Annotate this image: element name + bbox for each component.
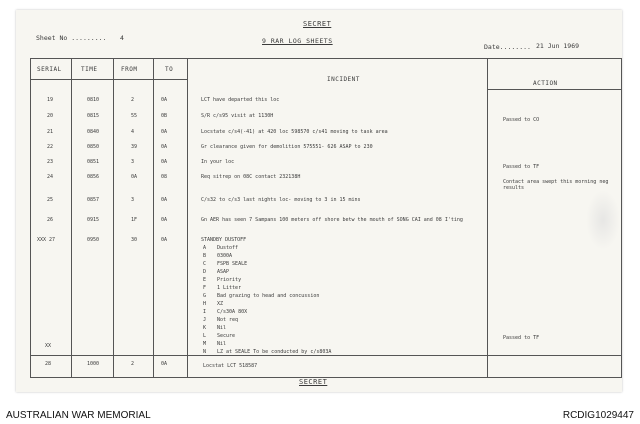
table-cell: I bbox=[203, 309, 207, 315]
table-cell: Gr clearance given for demolition 575551- 626 ASAP to 230 bbox=[201, 144, 373, 150]
table-cell: Req sitrep on 08C contact 232138H bbox=[201, 174, 301, 180]
table-cell: 0A bbox=[161, 97, 168, 103]
col-header-time: TIME bbox=[81, 66, 98, 73]
table-cell: 1F bbox=[131, 217, 138, 223]
table-cell: Bad grazing to head and concussion bbox=[217, 293, 320, 299]
secret-marking-top: SECRET bbox=[303, 20, 332, 28]
table-cell: 21 bbox=[47, 129, 54, 135]
table-cell: FSPB SEALE bbox=[217, 261, 248, 267]
table-cell: J bbox=[203, 317, 207, 323]
table-rule bbox=[487, 89, 621, 90]
table-cell: 30 bbox=[131, 237, 138, 243]
log-title: 9 RAR LOG SHEETS bbox=[262, 37, 333, 45]
table-cell: 0300A bbox=[217, 253, 233, 259]
table-cell: 39 bbox=[131, 144, 138, 150]
col-header-from: FROM bbox=[121, 66, 138, 73]
table-cell: 0850 bbox=[87, 144, 100, 150]
table-cell: 0A bbox=[161, 159, 168, 165]
table-cell: 0857 bbox=[87, 197, 100, 203]
col-header-to: TO bbox=[165, 66, 174, 73]
archive-name: AUSTRALIAN WAR MEMORIAL bbox=[6, 410, 151, 421]
table-cell: XXX 27 bbox=[37, 237, 56, 243]
table-cell: C/s32 to c/s3 last nights loc- moving to 3 in 15 mins bbox=[201, 197, 361, 203]
table-rule bbox=[153, 59, 154, 377]
table-cell: 1 Litter bbox=[217, 285, 242, 291]
table-cell: Secure bbox=[217, 333, 236, 339]
table-cell: C/s30A 80X bbox=[217, 309, 248, 315]
extra-serial: XX bbox=[45, 343, 52, 349]
table-cell: F bbox=[203, 285, 207, 291]
table-cell: 23 bbox=[47, 159, 54, 165]
table-cell: 22 bbox=[47, 144, 54, 150]
date-value: 21 Jun 1969 bbox=[536, 42, 580, 50]
table-cell: 3 bbox=[131, 197, 135, 203]
table-cell: Contact area swept this morning neg results bbox=[503, 179, 609, 191]
table-cell: 08 bbox=[161, 174, 168, 180]
table-cell: LCT have departed this loc bbox=[201, 97, 280, 103]
col-header-incident: INCIDENT bbox=[327, 76, 360, 83]
table-cell: 24 bbox=[47, 174, 54, 180]
table-cell: 0A bbox=[131, 174, 138, 180]
table-cell: D bbox=[203, 269, 207, 275]
table-cell: E bbox=[203, 277, 207, 283]
table-cell: N bbox=[203, 349, 207, 355]
sheet-number-label: Sheet No ......... bbox=[36, 34, 107, 42]
table-cell: 0815 bbox=[87, 113, 100, 119]
table-cell: 0851 bbox=[87, 159, 100, 165]
table-cell: 28 bbox=[45, 361, 52, 367]
table-cell: 19 bbox=[47, 97, 54, 103]
table-cell: M bbox=[203, 341, 207, 347]
table-cell: 0856 bbox=[87, 174, 100, 180]
table-cell: 1000 bbox=[87, 361, 100, 367]
table-cell: 0810 bbox=[87, 97, 100, 103]
table-cell: 0A bbox=[161, 197, 168, 203]
table-cell: C bbox=[203, 261, 207, 267]
secret-marking-bottom: SECRET bbox=[299, 378, 328, 386]
table-cell: 20 bbox=[47, 113, 54, 119]
table-cell: STANDBY DUSTOFF bbox=[201, 237, 247, 243]
log-sheet bbox=[16, 10, 622, 392]
table-cell: 2 bbox=[131, 361, 135, 367]
table-rule bbox=[113, 59, 114, 377]
action-27: Passed to TF bbox=[503, 335, 540, 341]
date-label: Date........ bbox=[484, 43, 531, 51]
table-cell: 0A bbox=[161, 129, 168, 135]
table-cell: Nil bbox=[217, 325, 227, 331]
table-cell: 25 bbox=[47, 197, 54, 203]
col-header-action: ACTION bbox=[533, 80, 558, 87]
table-cell: 0B bbox=[161, 113, 168, 119]
table-cell: 0A bbox=[161, 361, 168, 367]
table-cell: Passed to TF bbox=[503, 164, 540, 170]
table-cell: 26 bbox=[47, 217, 54, 223]
table-cell: Nil bbox=[217, 341, 227, 347]
table-cell: B bbox=[203, 253, 207, 259]
archive-footer bbox=[0, 404, 640, 424]
table-cell: Gn AER has seen 7 Sampans 100 meters off shore betw the mouth of SONG CAI and 08 I'ting bbox=[201, 217, 463, 223]
table-rule bbox=[187, 59, 188, 377]
table-cell: Not req bbox=[217, 317, 239, 323]
table-cell: K bbox=[203, 325, 207, 331]
log-table bbox=[30, 58, 622, 378]
table-cell: A bbox=[203, 245, 207, 251]
sheet-number: 4 bbox=[120, 34, 124, 42]
table-cell: 3 bbox=[131, 159, 135, 165]
table-rule bbox=[71, 59, 72, 377]
table-cell: G bbox=[203, 293, 207, 299]
table-rule bbox=[487, 59, 488, 377]
table-cell: 4 bbox=[131, 129, 135, 135]
table-cell: S/R c/s95 visit at 1130H bbox=[201, 113, 274, 119]
table-cell: Priority bbox=[217, 277, 242, 283]
archive-id: RCDIG1029447 bbox=[562, 410, 634, 421]
paper-stain bbox=[586, 190, 620, 250]
table-cell: 0915 bbox=[87, 217, 100, 223]
table-cell: Locstate c/s4(-41) at 420 loc 598570 c/s41 moving to task area bbox=[201, 129, 388, 135]
table-cell: 0A bbox=[161, 217, 168, 223]
table-cell: 0950 bbox=[87, 237, 100, 243]
col-header-serial: SERIAL bbox=[37, 66, 62, 73]
table-cell: 0A bbox=[161, 144, 168, 150]
table-rule bbox=[31, 79, 187, 80]
table-cell: In your loc bbox=[201, 159, 235, 165]
table-cell: XZ bbox=[217, 301, 224, 307]
table-cell: Passed to CO bbox=[503, 117, 540, 123]
table-cell: Dustoff bbox=[217, 245, 239, 251]
table-cell: LZ at SEALE To be conducted by c/s803A bbox=[217, 349, 332, 355]
table-cell: ASAP bbox=[217, 269, 230, 275]
table-cell: 0840 bbox=[87, 129, 100, 135]
table-cell: 2 bbox=[131, 97, 135, 103]
table-cell: 0A bbox=[161, 237, 168, 243]
table-cell: L bbox=[203, 333, 207, 339]
table-rule bbox=[31, 355, 621, 356]
table-cell: H bbox=[203, 301, 207, 307]
table-cell: Locstat LCT 518587 bbox=[203, 363, 258, 369]
table-cell: 55 bbox=[131, 113, 138, 119]
